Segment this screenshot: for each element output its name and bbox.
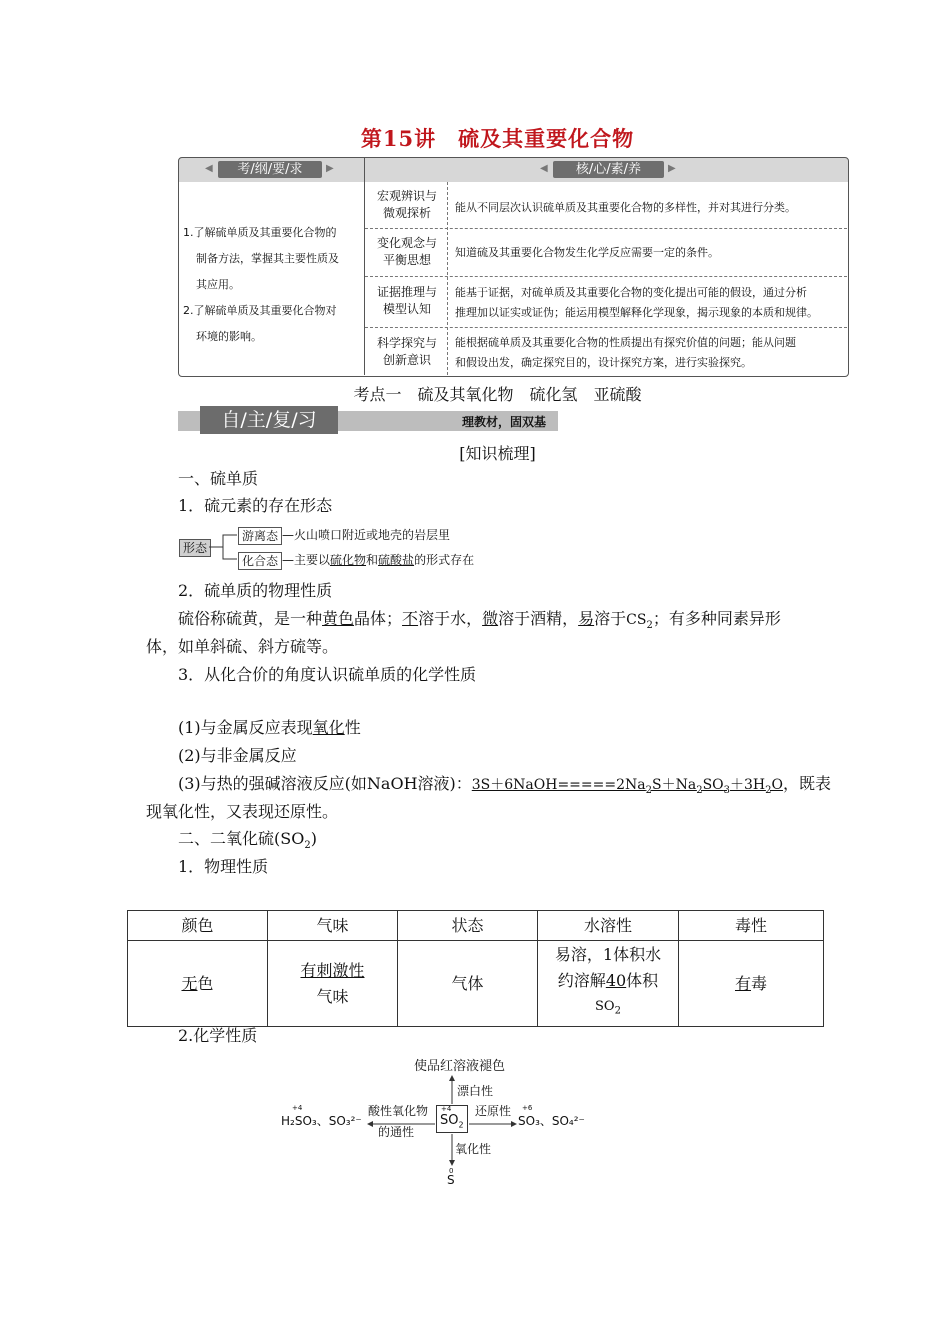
- page-title: 第15讲 硫及其重要化合物: [360, 126, 635, 151]
- knowledge-title: [知识梳理]: [459, 444, 536, 463]
- requirement-line: 其应用。: [196, 278, 240, 291]
- competency-description: 能从不同层次认识硫单质及其重要化合物的多样性，并对其进行分类。: [455, 201, 796, 214]
- requirement-line: 2.了解硫单质及其重要化合物对: [183, 304, 337, 317]
- bleach-label: 漂白性: [457, 1084, 494, 1098]
- acid-oxide-label: 酸性氧化物: [368, 1104, 429, 1118]
- paragraph: 现氧化性，又表现还原性。: [146, 802, 339, 821]
- competency-category: 科学探究与 创新意识: [376, 336, 437, 367]
- requirement-line: 1.了解硫单质及其重要化合物的: [183, 226, 337, 239]
- forms-bracket: [209, 532, 239, 562]
- competency-description: 能根据硫单质及其重要化合物的性质提出有探究价值的问题；能从问题 和假设出发，确定探究目的，设计探究方案，进行实验探究。: [455, 336, 796, 369]
- table-header: 水溶性: [538, 911, 679, 941]
- product-bottom: S: [447, 1173, 455, 1187]
- competency-description: 能基于证据，对硫单质及其重要化合物的变化提出可能的假设，通过分析 推理加以证实或证伪；能运用模型解释化学现象，揭示现象的本质和规律。: [455, 286, 818, 319]
- column-divider: [364, 157, 365, 375]
- competency-description: 知道硫及其重要化合物发生化学反应需要一定的条件。: [455, 246, 719, 259]
- table-header: 气味: [268, 911, 398, 941]
- subsection-title: 3．从化合价的角度认识硫单质的化学性质: [178, 665, 477, 684]
- requirement-line: 制备方法，掌握其主要性质及: [196, 252, 339, 265]
- left-arrow-icon: ◀: [540, 163, 548, 174]
- row-divider: [365, 276, 847, 277]
- competency-category: 宏观辨识与 微观探析: [376, 189, 437, 220]
- competency-category: 证据推理与 模型认知: [376, 285, 437, 316]
- oxidation-state: +4: [292, 1104, 303, 1112]
- competency-category: 变化观念与 平衡思想: [376, 236, 437, 267]
- diagram-top-label: 使品红溶液褪色: [414, 1059, 506, 1074]
- right-arrow-icon: ▶: [326, 163, 334, 174]
- product-right: SO₃、SO₄²⁻: [518, 1114, 585, 1128]
- table-cell: 气体: [398, 941, 538, 1027]
- paragraph: 体，如单斜硫、斜方硫等。: [146, 637, 339, 656]
- subsection-title: 1．硫元素的存在形态: [178, 496, 333, 515]
- column-divider: [447, 182, 448, 375]
- section-title: 一、硫单质: [178, 469, 259, 488]
- right-arrow-icon: ▶: [668, 163, 676, 174]
- reducing-label: 还原性: [475, 1104, 512, 1118]
- review-label: 自/主/复/习: [200, 406, 338, 434]
- section-heading: 考点一 硫及其氧化物 硫化氢 亚硫酸: [353, 385, 642, 404]
- table-cell: 易溶，1体积水 约溶解40体积 $SO_2$: [538, 941, 679, 1027]
- list-item: (3)与热的强碱溶液反应(如NaOH溶液)：$3S+6NaOH=====2Na_2S+Na_2SO_3+3H_2O$，既表: [178, 774, 832, 796]
- combined-state-box: 化合态: [238, 552, 282, 570]
- row-divider: [365, 327, 847, 328]
- left-arrow-icon: ◀: [205, 163, 213, 174]
- free-state-desc: —火山喷口附近或地壳的岩层里: [282, 528, 451, 542]
- list-item: (2)与非金属反应: [178, 746, 297, 765]
- competency-tag: 核/心/素/养: [553, 161, 664, 178]
- table-header: 颜色: [128, 911, 268, 941]
- physical-properties-table: [127, 910, 824, 1027]
- forms-root-box: 形态: [179, 539, 211, 557]
- combined-state-desc: —主要以硫化物和硫酸盐的形式存在: [282, 553, 475, 567]
- requirements-tag: 考/纲/要/求: [218, 161, 322, 178]
- oxidation-state: +4: [441, 1105, 452, 1113]
- list-item: (1)与金属反应表现氧化性: [178, 718, 361, 737]
- requirements-list: [183, 220, 361, 350]
- subsection-title: 2．硫单质的物理性质: [178, 581, 333, 600]
- table-header: 状态: [398, 911, 538, 941]
- row-divider: [365, 228, 847, 229]
- requirement-line: 环境的影响。: [196, 330, 262, 343]
- product-left: H₂SO₃、SO₃²⁻: [281, 1114, 362, 1128]
- paragraph: 硫俗称硫黄，是一种黄色晶体；不溶于水，微溶于酒精，易溶于$CS_2$；有多种同素异形: [178, 609, 781, 632]
- oxidation-state: +6: [522, 1104, 533, 1112]
- free-state-box: 游离态: [238, 527, 282, 545]
- subsection-title: 1．物理性质: [178, 857, 269, 876]
- oxidizing-label: 氧化性: [455, 1142, 492, 1156]
- table-header-row: [128, 911, 824, 941]
- table-header: 毒性: [679, 911, 824, 941]
- acid-oxide-label: 的通性: [378, 1125, 415, 1139]
- table-cell: 无色: [128, 941, 268, 1027]
- table-cell: 有毒: [679, 941, 824, 1027]
- oxidation-state: 0: [449, 1167, 454, 1175]
- review-subtitle: 理教材，固双基: [462, 415, 547, 429]
- table-row: [128, 941, 824, 1027]
- table-cell: 有刺激性 气味: [268, 941, 398, 1027]
- section-title: 二、二氧化硫$(SO_2)$: [178, 829, 317, 852]
- so2-label: $SO_2$: [440, 1113, 464, 1130]
- subsection-title: 2.化学性质: [178, 1026, 258, 1045]
